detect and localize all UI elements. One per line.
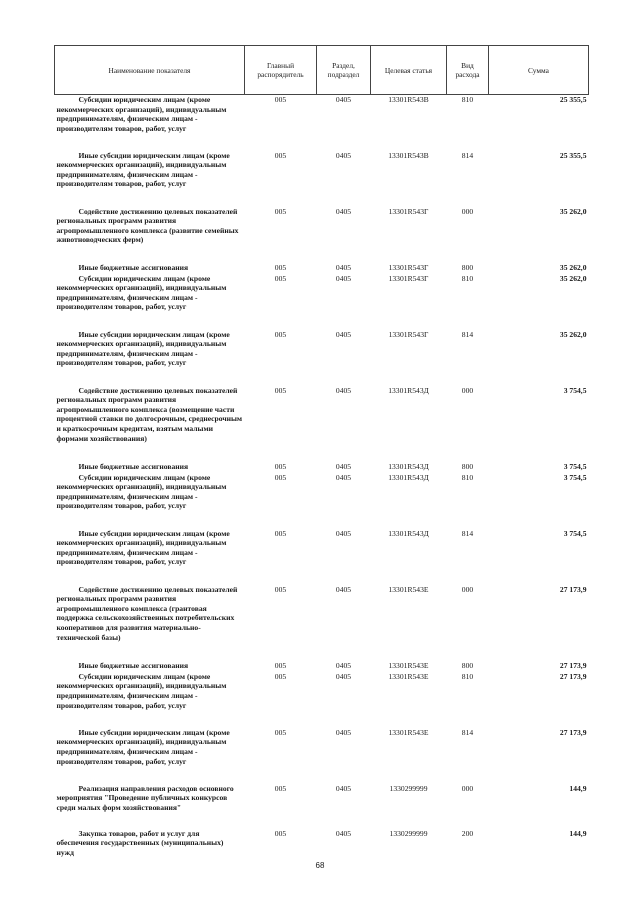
table-row xyxy=(55,330,589,386)
table-row xyxy=(55,829,589,863)
row-sum: 25 355,5 xyxy=(559,95,587,104)
row-type: 810 xyxy=(461,273,474,283)
row-section: 0405 xyxy=(335,584,352,594)
row-admin: 005 xyxy=(274,584,287,594)
table-row xyxy=(55,784,589,829)
header-sum: Сумма xyxy=(489,46,589,95)
header-target: Целевая статья xyxy=(371,46,447,95)
row-name: Иные бюджетные ассигнования xyxy=(78,262,189,272)
row-target: 13301R543Г xyxy=(388,262,429,272)
row-type: 000 xyxy=(461,206,474,216)
row-name: Субсидии юридическим лицам (кроме некоммерческих организаций), индивидуальным предпринимателям, физическим лицам - производителям товаров, работ, услуг xyxy=(56,273,227,312)
table-row xyxy=(55,585,589,661)
row-target: 13301R543Д xyxy=(388,385,429,395)
row-sum: 27 173,9 xyxy=(559,660,587,670)
row-sum: 27 173,9 xyxy=(559,727,587,737)
row-section: 0405 xyxy=(335,727,352,737)
table-row xyxy=(55,274,589,330)
row-sum: 25 355,5 xyxy=(559,150,587,160)
table-row xyxy=(55,386,589,462)
row-target: 13301R543Д xyxy=(388,472,429,482)
row-type: 814 xyxy=(461,528,474,538)
row-admin: 005 xyxy=(274,385,287,395)
table-row xyxy=(55,462,589,473)
row-admin: 005 xyxy=(274,660,287,670)
row-type: 800 xyxy=(461,262,474,272)
row-target: 1330299999 xyxy=(389,828,428,838)
row-section: 0405 xyxy=(335,671,352,681)
row-section: 0405 xyxy=(335,262,352,272)
row-name: Иные субсидии юридическим лицам (кроме некоммерческих организаций), индивидуальным предпринимателям, физическим лицам - производителям товаров, работ, услуг xyxy=(56,150,230,189)
row-admin: 005 xyxy=(274,150,287,160)
row-sum: 35 262,0 xyxy=(559,206,587,216)
row-name: Иные субсидии юридическим лицам (кроме некоммерческих организаций), индивидуальным предпринимателям, физическим лицам - производителям товаров, работ, услуг xyxy=(56,528,230,567)
row-type: 000 xyxy=(461,385,474,395)
row-name: Субсидии юридическим лицам (кроме некоммерческих организаций), индивидуальным предпринимателям, физическим лицам - производителям товаров, работ, услуг xyxy=(56,472,227,511)
row-type: 000 xyxy=(461,783,474,793)
row-target: 13301R543Г xyxy=(388,273,429,283)
row-admin: 005 xyxy=(274,828,287,838)
row-name: Реализация направления расходов основного мероприятия "Проведение публичных конкурсов среди малых форм хозяйствования" xyxy=(56,783,234,812)
row-name: Иные субсидии юридическим лицам (кроме некоммерческих организаций), индивидуальным предпринимателям, физическим лицам - производителям товаров, работ, услуг xyxy=(56,727,230,766)
row-type: 000 xyxy=(461,584,474,594)
row-name: Закупка товаров, работ и услуг для обеспечения государственных (муниципальных) нужд xyxy=(56,828,224,857)
row-sum: 3 754,5 xyxy=(563,461,587,471)
row-target: 13301R543Д xyxy=(388,528,429,538)
row-name: Иные субсидии юридическим лицам (кроме некоммерческих организаций), индивидуальным предпринимателям, физическим лицам - производителям товаров, работ, услуг xyxy=(56,329,230,368)
row-section: 0405 xyxy=(335,273,352,283)
row-type: 810 xyxy=(461,671,474,681)
row-section: 0405 xyxy=(335,95,352,104)
budget-table xyxy=(54,45,589,863)
row-admin: 005 xyxy=(274,472,287,482)
row-type: 810 xyxy=(461,472,474,482)
row-target: 13301R543Г xyxy=(388,329,429,339)
row-section: 0405 xyxy=(335,206,352,216)
table-row xyxy=(55,529,589,585)
row-name: Иные бюджетные ассигнования xyxy=(78,461,189,471)
table-row xyxy=(55,207,589,263)
row-admin: 005 xyxy=(274,727,287,737)
row-sum: 144,9 xyxy=(569,828,587,838)
row-target: 13301R543Е xyxy=(388,584,429,594)
table-row xyxy=(55,473,589,529)
page-number: 68 xyxy=(315,861,325,870)
row-admin: 005 xyxy=(274,461,287,471)
row-name: Содействие достижению целевых показателей региональных программ развития агропромышленного комплекса (развитие семейных животноводческих ферм) xyxy=(56,206,239,245)
row-section: 0405 xyxy=(335,472,352,482)
row-section: 0405 xyxy=(335,385,352,395)
row-section: 0405 xyxy=(335,660,352,670)
table-row xyxy=(55,728,589,784)
row-type: 814 xyxy=(461,727,474,737)
row-admin: 005 xyxy=(274,783,287,793)
row-section: 0405 xyxy=(335,783,352,793)
row-target: 13301R543Е xyxy=(388,727,429,737)
row-admin: 005 xyxy=(274,262,287,272)
table-row xyxy=(55,151,589,207)
row-section: 0405 xyxy=(335,528,352,538)
row-sum: 35 262,0 xyxy=(559,329,587,339)
row-sum: 27 173,9 xyxy=(559,584,587,594)
row-type: 814 xyxy=(461,329,474,339)
row-sum: 3 754,5 xyxy=(563,528,587,538)
row-sum: 144,9 xyxy=(569,783,587,793)
row-sum: 27 173,9 xyxy=(559,671,587,681)
row-target: 1330299999 xyxy=(389,783,428,793)
row-name: Иные бюджетные ассигнования xyxy=(78,660,189,670)
row-admin: 005 xyxy=(274,329,287,339)
row-admin: 005 xyxy=(274,528,287,538)
row-sum: 3 754,5 xyxy=(563,472,587,482)
table-row xyxy=(55,672,589,728)
row-type: 800 xyxy=(461,461,474,471)
row-name: Содействие достижению целевых показателей региональных программ развития агропромышленного комплекса (возмещение части процентной ставки по долгосрочным, среднесрочным и краткосрочным кредитам, взятым малыми формами хозяйствования) xyxy=(56,385,243,443)
header-type: Вид расхода xyxy=(447,46,489,95)
row-target: 13301R543В xyxy=(388,150,429,160)
row-sum: 3 754,5 xyxy=(563,385,587,395)
row-type: 800 xyxy=(461,660,474,670)
row-target: 13301R543В xyxy=(388,95,429,104)
header-admin: Главный распорядитель xyxy=(245,46,317,95)
row-section: 0405 xyxy=(335,150,352,160)
row-type: 810 xyxy=(461,95,474,104)
row-sum: 35 262,0 xyxy=(559,262,587,272)
row-name: Субсидии юридическим лицам (кроме некоммерческих организаций), индивидуальным предпринимателям, физическим лицам - производителям товаров, работ, услуг xyxy=(56,671,227,710)
row-name: Субсидии юридическим лицам (кроме некоммерческих организаций), индивидуальным предпринимателям, физическим лицам - производителям товаров, работ, услуг xyxy=(56,95,227,133)
row-target: 13301R543Г xyxy=(388,206,429,216)
budget-document xyxy=(54,45,588,863)
row-type: 200 xyxy=(461,828,474,838)
row-type: 814 xyxy=(461,150,474,160)
row-sum: 35 262,0 xyxy=(559,273,587,283)
row-section: 0405 xyxy=(335,828,352,838)
table-row xyxy=(55,263,589,274)
row-target: 13301R543Е xyxy=(388,671,429,681)
header-name: Наименование показателя xyxy=(55,46,245,95)
row-target: 13301R543Е xyxy=(388,660,429,670)
header-section: Раздел, подраздел xyxy=(317,46,371,95)
row-name: Содействие достижению целевых показателей региональных программ развития агропромышленного комплекса (грантовая поддержка сельскохозяйственных потребительских кооперативов для развития материально-технической базы) xyxy=(56,584,238,642)
row-admin: 005 xyxy=(274,671,287,681)
row-admin: 005 xyxy=(274,273,287,283)
row-target: 13301R543Д xyxy=(388,461,429,471)
row-admin: 005 xyxy=(274,95,287,104)
table-row xyxy=(55,661,589,672)
row-admin: 005 xyxy=(274,206,287,216)
table-header-row xyxy=(55,46,589,95)
table-row xyxy=(55,95,589,151)
row-section: 0405 xyxy=(335,329,352,339)
row-section: 0405 xyxy=(335,461,352,471)
